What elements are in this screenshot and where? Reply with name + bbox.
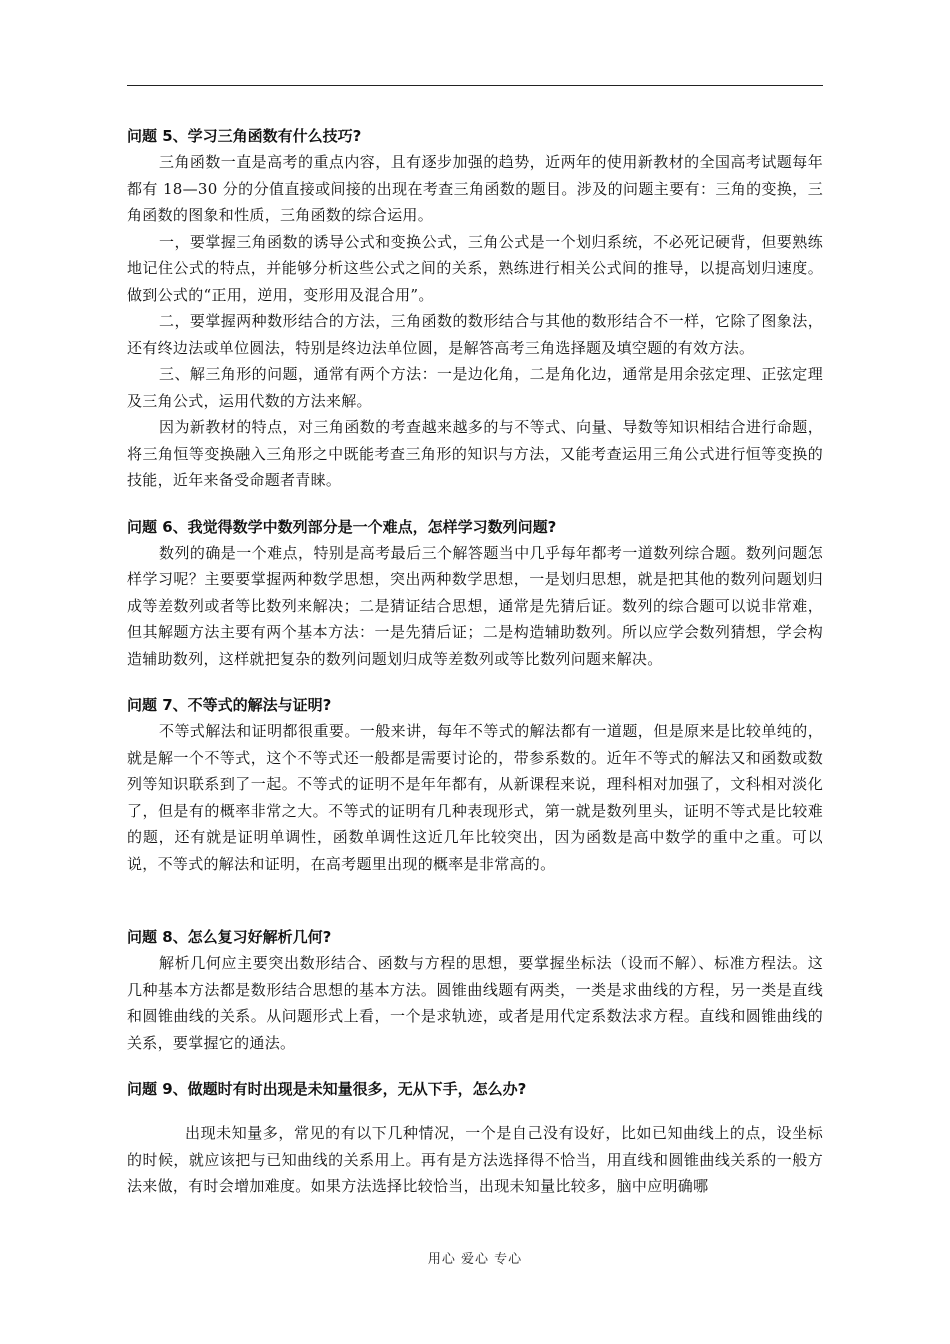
section-question-8 <box>127 924 823 1056</box>
paragraph: 二，要掌握两种数形结合的方法，三角函数的数形结合与其他的数形结合不一样，它除了图象法，还有终边法或单位圆法，特别是终边法单位圆，是解答高考三角选择题及填空题的有效方法。 <box>127 312 823 357</box>
document-body <box>127 123 823 1200</box>
section-heading: 问题 6、我觉得数学中数列部分是一个难点，怎样学习数列问题? <box>127 517 557 536</box>
paragraph: 出现未知量多，常见的有以下几种情况，一个是自己没有设好，比如已知曲线上的点，设坐标的时候，就应该把与已知曲线的关系用上。再有是方法选择得不恰当，用直线和圆锥曲线关系的一般方法来做，有时会增加难度。如果方法选择比较恰当，出现未知量比较多，脑中应明确哪 <box>127 1124 823 1195</box>
section-question-9 <box>127 1076 823 1200</box>
section-question-5 <box>127 123 823 494</box>
paragraph: 不等式解法和证明都很重要。一般来讲，每年不等式的解法都有一道题，但是原来是比较单纯的，就是解一个不等式，这个不等式还一般都是需要讨论的，带参系数的。近年不等式的解法又和函数或数列等知识联系到了一起。不等式的证明不是年年都有，从新课程来说，理科相对加强了，文科相对淡化了，但是有的概率非常之大。不等式的证明有几种表现形式，第一就是数列里头，证明不等式是比较难的题，还有就是证明单调性，函数单调性这近几年比较突出，因为函数是高中数学的重中之重。可以说，不等式的解法和证明，在高考题里出现的概率是非常高的。 <box>127 722 823 873</box>
paragraph: 解析几何应主要突出数形结合、函数与方程的思想，要掌握坐标法（设而不解）、标准方程法。这几种基本方法都是数形结合思想的基本方法。圆锥曲线题有两类，一类是求曲线的方程，另一类是直线和圆锥曲线的关系。从问题形式上看，一个是求轨迹，或者是用代定系数法求方程。直线和圆锥曲线的关系，要掌握它的通法。 <box>127 954 823 1052</box>
paragraph: 数列的确是一个难点，特别是高考最后三个解答题当中几乎每年都考一道数列综合题。数列问题怎样学习呢？主要要掌握两种数学思想，突出两种数学思想，一是划归思想，就是把其他的数列问题划归成等差数列或者等比数列来解决；二是猜证结合思想，通常是先猜后证。数列的综合题可以说非常难，但其解题方法主要有两个基本方法：一是先猜后证；二是构造辅助数列。所以应学会数列猜想，学会构造辅助数列，这样就把复杂的数列问题划归成等差数列或等比数列问题来解决。 <box>127 543 823 668</box>
page-footer: 用心 爱心 专心 <box>427 1252 523 1267</box>
section-question-7 <box>127 692 823 877</box>
paragraph: 三、解三角形的问题，通常有两个方法：一是边化角，二是角化边，通常是用余弦定理、正弦定理及三角公式，运用代数的方法来解。 <box>127 365 823 410</box>
section-heading: 问题 9、做题时有时出现是未知量很多，无从下手，怎么办? <box>127 1080 527 1098</box>
section-heading: 问题 5、学习三角函数有什么技巧? <box>127 127 362 145</box>
section-heading: 问题 7、不等式的解法与证明? <box>127 696 332 714</box>
section-question-6 <box>127 514 823 673</box>
paragraph: 一，要掌握三角函数的诱导公式和变换公式，三角公式是一个划归系统，不必死记硬背，但要熟练地记住公式的特点，并能够分析这些公式之间的关系，熟练进行相关公式间的推导，以提高划归速度。做到公式的“正用，逆用，变形用及混合用”。 <box>127 232 823 304</box>
header-rule <box>127 85 823 86</box>
paragraph: 因为新教材的特点，对三角函数的考查越来越多的与不等式、向量、导数等知识相结合进行命题，将三角恒等变换融入三角形之中既能考查三角形的知识与方法，又能考查运用三角公式进行恒等变换的技能，近年来备受命题者青睐。 <box>127 418 823 489</box>
paragraph: 三角函数一直是高考的重点内容，且有逐步加强的趋势，近两年的使用新教材的全国高考试题每年都有 18—30 分的分值直接或间接的出现在考查三角函数的题目。涉及的问题主要有：三角的变换，三角函数的图象和性质，三角函数的综合运用。 <box>127 153 823 224</box>
section-heading: 问题 8、怎么复习好解析几何? <box>127 928 332 946</box>
